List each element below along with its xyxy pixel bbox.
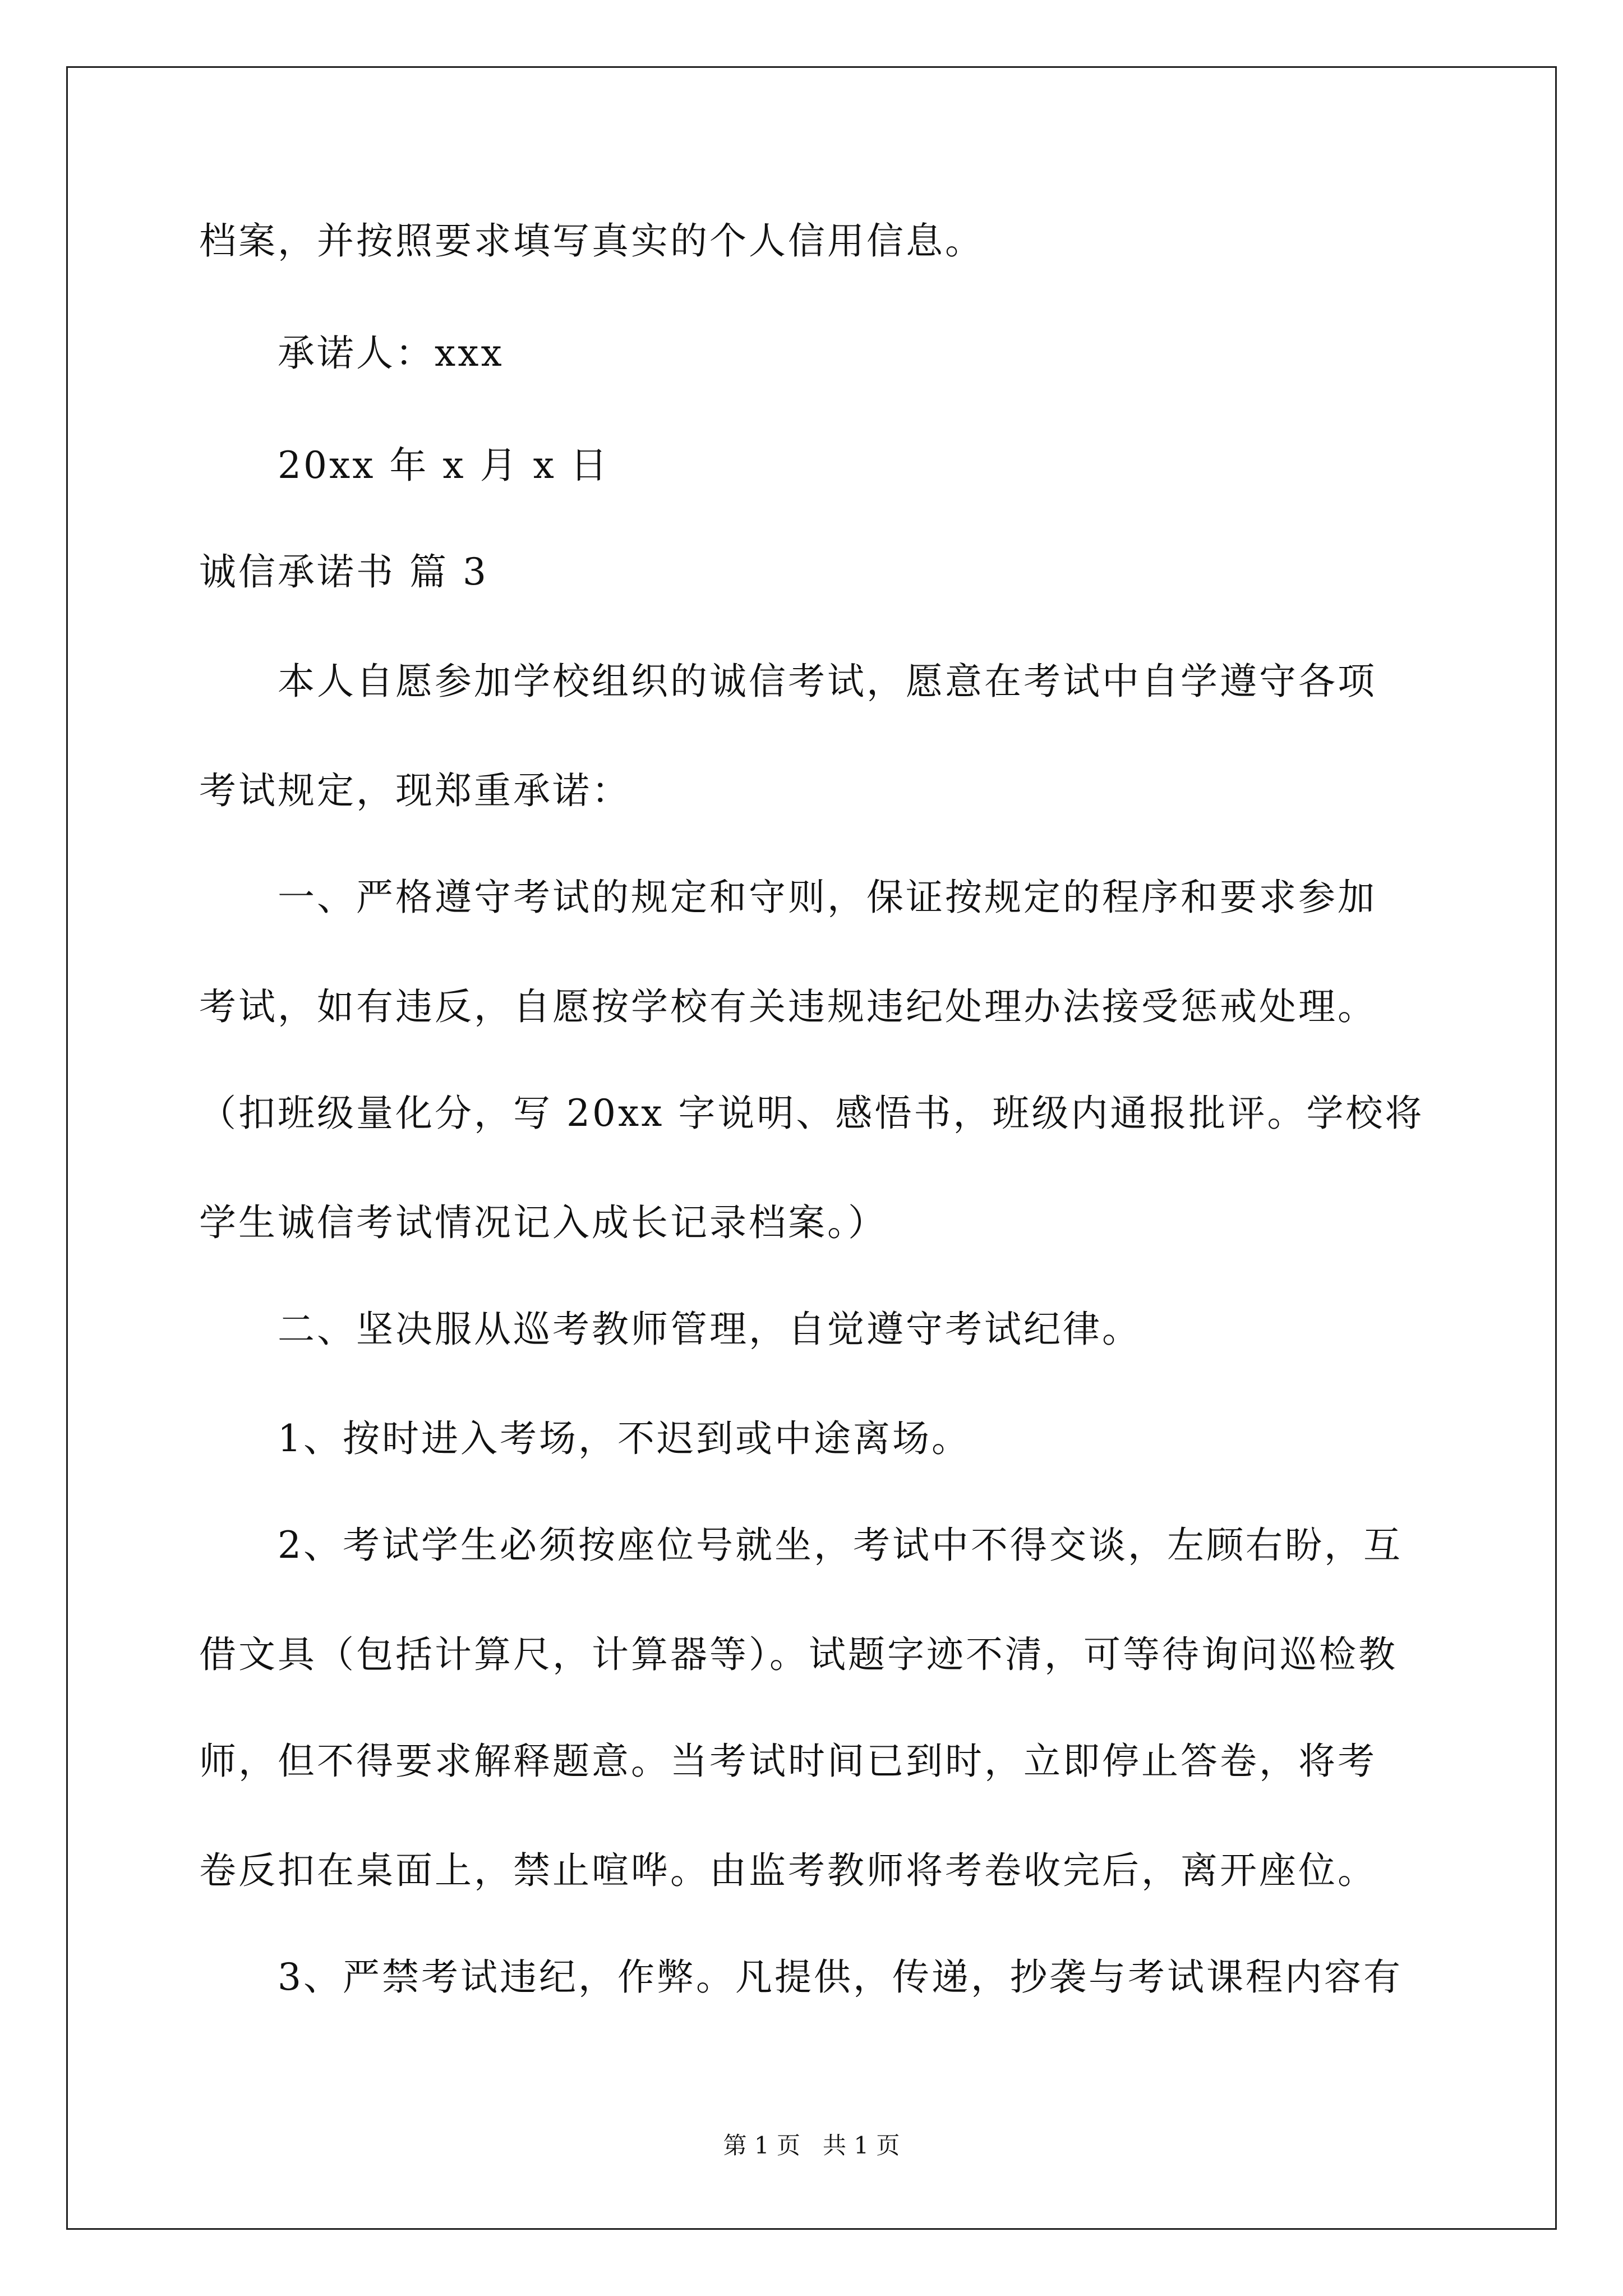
text-line: （扣班级量化分，写 20xx 字说明、感悟书，班级内通报批评。学校将 — [199, 1092, 1424, 1135]
page-footer — [0, 2132, 1623, 2160]
text-line: 考试，如有违反，自愿按学校有关违规违纪处理办法接受惩戒处理。 — [199, 985, 1377, 1028]
text-line: 档案，并按照要求填写真实的个人信用信息。 — [199, 219, 984, 263]
text-line: 3、严禁考试违纪，作弊。凡提供，传递，抄袭与考试课程内容有 — [278, 1955, 1403, 1999]
text-line: 2、考试学生必须按座位号就坐，考试中不得交谈，左顾右盼，互 — [278, 1524, 1403, 1567]
text-line: 20xx 年 x 月 x 日 — [278, 444, 610, 487]
text-line: 学生诚信考试情况记入成长记录档案。） — [199, 1201, 887, 1244]
text-line: 本人自愿参加学校组织的诚信考试，愿意在考试中自学遵守各项 — [278, 660, 1377, 703]
section-heading: 诚信承诺书 篇 3 — [199, 550, 488, 593]
text-line: 二、坚决服从巡考教师管理，自觉遵守考试纪律。 — [278, 1308, 1141, 1351]
page-border — [66, 66, 1557, 2230]
text-line: 承诺人：xxx — [278, 332, 504, 375]
text-line: 师，但不得要求解释题意。当考试时间已到时，立即停止答卷，将考 — [199, 1740, 1377, 1783]
page-total: 共 1 页 — [823, 2132, 900, 2159]
text-line: 借文具（包括计算尺，计算器等）。试题字迹不清，可等待询问巡检教 — [199, 1633, 1398, 1676]
text-line: 卷反扣在桌面上，禁止喧哗。由监考教师将考卷收完后，离开座位。 — [199, 1849, 1377, 1892]
text-line: 1、按时进入考场，不迟到或中途离场。 — [278, 1417, 971, 1460]
text-line: 一、严格遵守考试的规定和守则，保证按规定的程序和要求参加 — [278, 876, 1377, 919]
page-number: 第 1 页 — [723, 2132, 800, 2159]
text-line: 考试规定，现郑重承诺： — [199, 769, 631, 812]
